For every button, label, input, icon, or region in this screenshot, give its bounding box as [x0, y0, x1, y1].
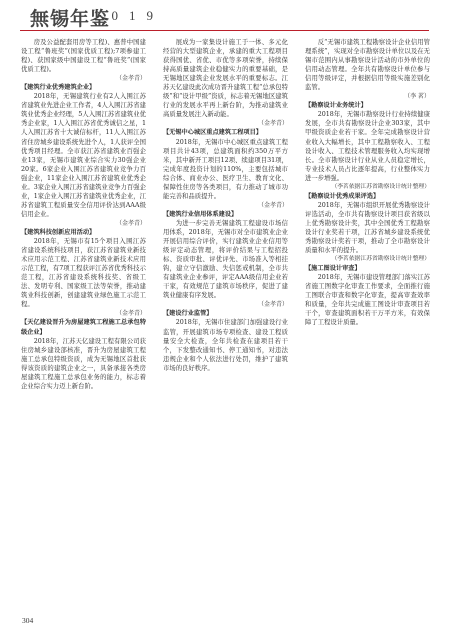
author-signature: （金孝青） [257, 301, 288, 309]
section-heading: 【无锡中心城区重点建筑工程项目】 [163, 129, 262, 137]
section-heading: 【勘察设计优秀成果评选】 [305, 192, 380, 200]
paragraph: 2018年，无锡市建设管理部门落实江苏省施工图数字化审查工作要求，全面推行施工图联合审查和数字化审查，提高审查效率和质量，全年共完成施工图设计审查项目若干个，审查建筑面积若干万平方米，有效保障了工程设计质量。 [305, 274, 430, 327]
source-note: （李茗依据江苏省勘察设计统计整理） [331, 256, 430, 263]
page-number: 304 [22, 616, 34, 625]
paragraph: 2018年，江苏天亿建设工程有限公司获住房城乡建设部核准，晋升为房屋建筑工程施工总承包特级资质，成为无锡地区首批获得该资质的建筑企业之一，具备承接各类房屋建筑工程施工总承包业务的能力，标志着企业综合实力迈上新台阶。 [21, 337, 146, 390]
section-heading: 【施工图设计审查】 [305, 265, 361, 273]
author-signature: （金孝青） [257, 120, 288, 128]
column-2 [163, 38, 288, 608]
article-columns [21, 38, 431, 608]
column-1 [21, 38, 146, 608]
header-rule [20, 30, 429, 31]
section-heading: 【建筑行业信用体系建设】 [163, 210, 238, 218]
paragraph: 2018年，无锡市有15个项目入围江苏省建设系统科技项目，获江苏省建筑业新技术应用示范工程、江苏省建筑业新技术应用示范工程，有7项工程获评江苏省优秀科技示范工程，江苏省建设系统科技奖、省级工法、发明专利、国家级工法等荣誉，推动建筑业科技创新，创建建筑业绿色施工示范工程。 [21, 238, 146, 309]
paragraph: 2018年，无锡市勘察设计行业持续健康发展，全市共有勘察设计企业303家，其中甲级资质企业若干家。全年完成勘察设计营业收入大幅增长，其中工程勘察收入、工程设计收入、工程技术管理服务收入均实现增长。全市勘察设计行业从业人员稳定增长，专业技术人员占比逐年提高，行业整体实力进一步增强。 [305, 111, 430, 182]
section-heading: 【建设行业监管】 [163, 310, 213, 318]
section-heading: 【建筑行业优秀建筑企业】 [21, 84, 96, 92]
paragraph: 2018年，无锡市中心城区重点建筑工程项目共计43项，总建筑面积约350万平方米，其中新开工项目12项、续建项目31项，完成年度投资计划的110%，主要包括城市综合体、商业办公、医疗卫生、教育文化、保障性住房等各类项目，有力推动了城市功能完善和品质提升。 [163, 138, 288, 200]
paragraph: 2018年，无锡市住建部门加强建设行业监管，开展建筑市场专项检查、建设工程质量安全大检查，全年共检查在建项目若干个，下发整改通知书、停工通知书，对违法违规企业和个人依法进行处罚，维护了建筑市场的良好秩序。 [163, 319, 288, 372]
author-signature: （金孝青） [115, 310, 146, 318]
author-signature: （金孝青） [115, 75, 146, 83]
section-heading: 【勘察设计业务统计】 [305, 102, 367, 110]
yearbook-year: 2019 [94, 8, 164, 23]
paragraph: 2018年，无锡建筑行业有2人入围江苏省建筑业先进企业工作者，4人入围江苏省建筑业优秀企业经理，5人入围江苏省建筑业优秀企业家，1人入围江苏省优秀诚信之星，1人入围江苏省十大诚信标杆，11人入围江苏省住房城乡建设系统先进个人，1人获评全国优秀项目经理。全市获江苏省建筑业百强企业13家，无锡市建筑业综合实力30强企业20家。6家企业入围江苏省建筑业竞争力百强企业，11家企业入围江苏省建筑业优秀企业。3家企业入围江苏省建筑业竞争力百强企业，1家企业入围江苏省建筑业优秀企业，江苏省建筑工程质量安全信用评价达到AAA级信用企业。 [21, 93, 146, 218]
source-note: （李茗依据江苏省勘察设计统计整理） [331, 183, 430, 190]
section-heading: 【建筑科技创新应用活动】 [21, 228, 96, 236]
section-heading: 【天亿建设晋升为房屋建筑工程施工总承包特级企业】 [21, 319, 146, 336]
paragraph: 反“无锡市建筑工程勘察设计企业信用管理系统”，实现对全市勘察设计单位以及在无锡市范围内从事勘察设计活动的市外单位的信用动态管理。全年共有勘察设计单位参与信用等级评定，并根据信用等级实施差别化监管。 [305, 39, 430, 92]
author-signature: （李 茗） [404, 93, 430, 101]
paragraph: 展成为一家集设计施工于一体、多元化经营的大型建筑企业，承建的重大工程项目获得国优、省优、市优等多项荣誉，持续保持高质量建筑企业稳健实力的重要基础，是无锡地区建筑企业发展水平的重要标志。江苏天亿建设此次成功晋升建筑工程“总承包特级”和“设计甲级”资质，标志着无锡地区建筑行业的发展水平再上新台阶，为推动建筑业高质量发展注入新动能。 [163, 39, 288, 119]
page-header [0, 0, 449, 30]
yearbook-logo: 無锡年鉴 [30, 8, 111, 30]
author-signature: （金孝青） [257, 201, 288, 209]
paragraph: 2018年，无锡市组织开展优秀勘察设计评选活动，全市共有勘察设计项目获省级以上优秀勘察设计奖，其中全国优秀工程勘察设计行业奖若干项，江苏省城乡建设系统优秀勘察设计奖若干项，推动了全市勘察设计质量和水平的提升。 [305, 201, 430, 255]
column-3 [305, 38, 430, 608]
author-signature: （金孝青） [115, 219, 146, 227]
paragraph: 为进一步完善无锡建筑工程建设市场信用体系，2018年，无锡市对全市建筑业企业开展信用综合评价，实行建筑业企业信用等级评定动态管理，将评价结果与工程招投标、资质审批、评优评先、市场准入等相挂钩，建立守信激励、失信惩戒机制，全市共有建筑业企业参评，评定AAA级信用企业若干家，有效规范了建筑市场秩序，促进了建筑业健康有序发展。 [163, 219, 288, 300]
paragraph: 房及公益配套用房等工程)、惠普中国建设工程“鲁班奖”(国家优质工程);7项参建工程)、获国家级中国建设工程“鲁班奖”(国家优质工程)。 [21, 39, 146, 74]
